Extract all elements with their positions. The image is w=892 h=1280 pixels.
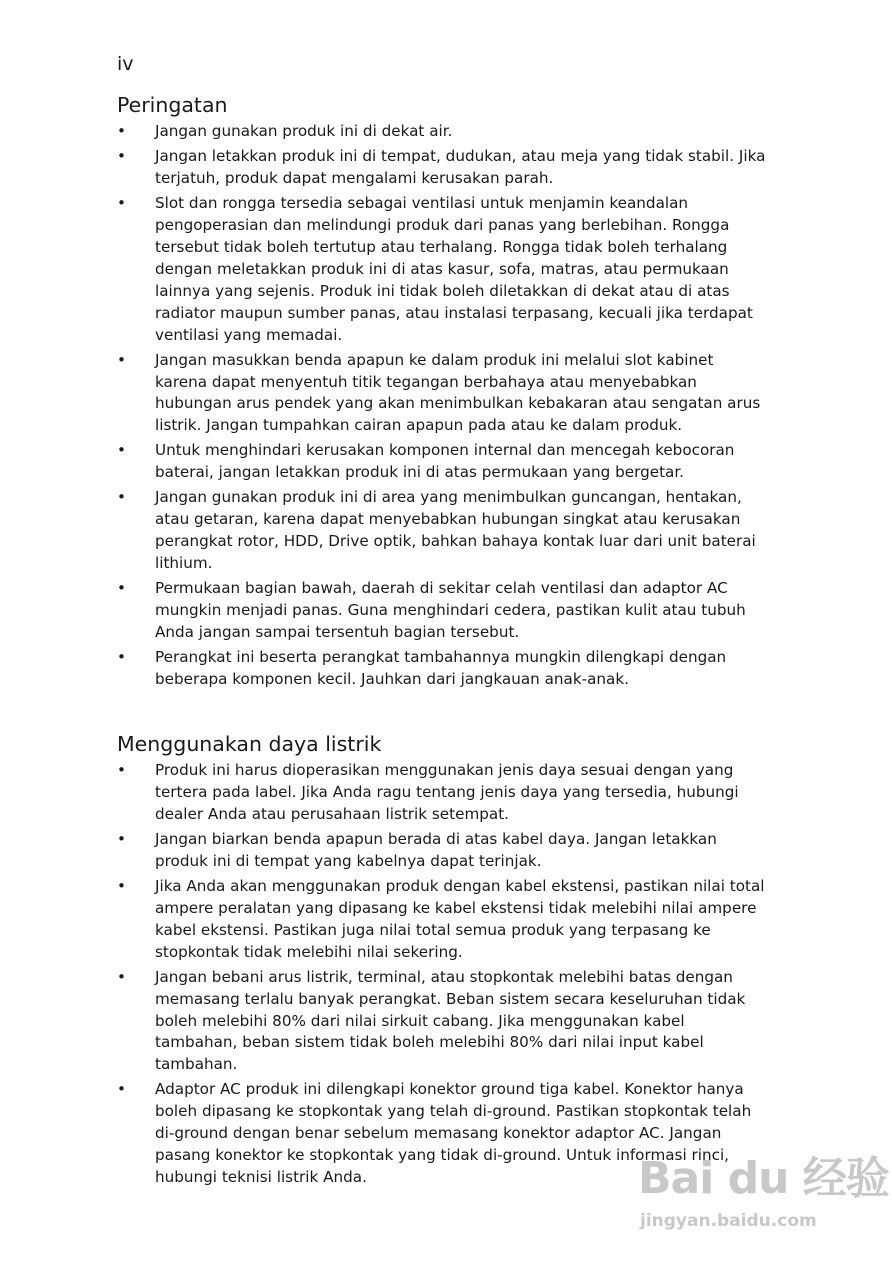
list-item: • Jangan gunakan produk ini di dekat air. xyxy=(117,121,767,143)
power-list xyxy=(117,760,767,1192)
warning-list xyxy=(117,121,767,694)
list-item: • Produk ini harus dioperasikan menggunakan jenis daya sesuai dengan yang tertera pada label. Jika Anda ragu tentang jenis daya yang tersedia, hubungi dealer Anda atau perusahaan listrik setempat. xyxy=(117,760,767,826)
list-item: • Jangan letakkan produk ini di tempat, dudukan, atau meja yang tidak stabil. Jika terjatuh, produk dapat mengalami kerusakan parah. xyxy=(117,146,767,190)
page-number: iv xyxy=(117,53,134,75)
list-item: • Perangkat ini beserta perangkat tambahannya mungkin dilengkapi dengan beberapa komponen kecil. Jauhkan dari jangkauan anak-anak. xyxy=(117,647,767,691)
list-item: • Slot dan rongga tersedia sebagai ventilasi untuk menjamin keandalan pengoperasian dan melindungi produk dari panas yang berlebihan. Rongga tersebut tidak boleh tertutup atau terhalang. Rongga tidak boleh terhalang dengan meletakkan produk ini di atas kasur, sofa, matras, atau permukaan lainnya yang sejenis. Produk ini tidak boleh diletakkan di dekat atau di atas radiator maupun sumber panas, atau instalasi terpasang, kecuali jika terdapat ventilasi yang memadai. xyxy=(117,193,767,346)
list-item: • Adaptor AC produk ini dilengkapi konektor ground tiga kabel. Konektor hanya boleh dipasang ke stopkontak yang telah di-ground. Pastikan stopkontak telah di-ground dengan benar sebelum memasang konektor adaptor AC. Jangan pasang konektor ke stopkontak yang tidak di-ground. Untuk informasi rinci, hubungi teknisi listrik Anda. xyxy=(117,1079,767,1189)
list-item: • Jangan masukkan benda apapun ke dalam produk ini melalui slot kabinet karena dapat menyentuh titik tegangan berbahaya atau menyebabkan hubungan arus pendek yang akan menimbulkan kebakaran atau sengatan arus listrik. Jangan tumpahkan cairan apapun pada atau ke dalam produk. xyxy=(117,350,767,438)
watermark-url: jingyan.baidu.com xyxy=(640,1211,817,1231)
list-item: • Jangan bebani arus listrik, terminal, atau stopkontak melebihi batas dengan memasang terlalu banyak perangkat. Beban sistem secara keseluruhan tidak boleh melebihi 80% dari nilai sirkuit cabang. Jika menggunakan kabel tambahan, beban sistem tidak boleh melebihi 80% dari nilai input kabel tambahan. xyxy=(117,967,767,1077)
section-heading-peringatan: Peringatan xyxy=(117,93,228,117)
baidu-watermark xyxy=(638,1150,889,1245)
list-item: • Jika Anda akan menggunakan produk dengan kabel ekstensi, pastikan nilai total ampere peralatan yang dipasang ke kabel ekstensi tidak melebihi nilai ampere kabel ekstensi. Pastikan juga nilai total semua produk yang terpasang ke stopkontak tidak melebihi nilai sekering. xyxy=(117,876,767,964)
list-item: • Jangan biarkan benda apapun berada di atas kabel daya. Jangan letakkan produk ini di tempat yang kabelnya dapat terinjak. xyxy=(117,829,767,873)
section-heading-daya-listrik: Menggunakan daya listrik xyxy=(117,732,382,756)
list-item: • Jangan gunakan produk ini di area yang menimbulkan guncangan, hentakan, atau getaran, karena dapat menyebabkan hubungan singkat atau kerusakan perangkat rotor, HDD, Drive optik, bahkan bahaya kontak luar dari unit baterai lithium. xyxy=(117,487,767,575)
list-item: • Untuk menghindari kerusakan komponen internal dan mencegah kebocoran baterai, jangan letakkan produk ini di atas permukaan yang bergetar. xyxy=(117,440,767,484)
list-item: • Permukaan bagian bawah, daerah di sekitar celah ventilasi dan adaptor AC mungkin menjadi panas. Guna menghindari cedera, pastikan kulit atau tubuh Anda jangan sampai tersentuh bagian tersebut. xyxy=(117,578,767,644)
watermark-brand: Bai du 经验 xyxy=(638,1153,889,1204)
